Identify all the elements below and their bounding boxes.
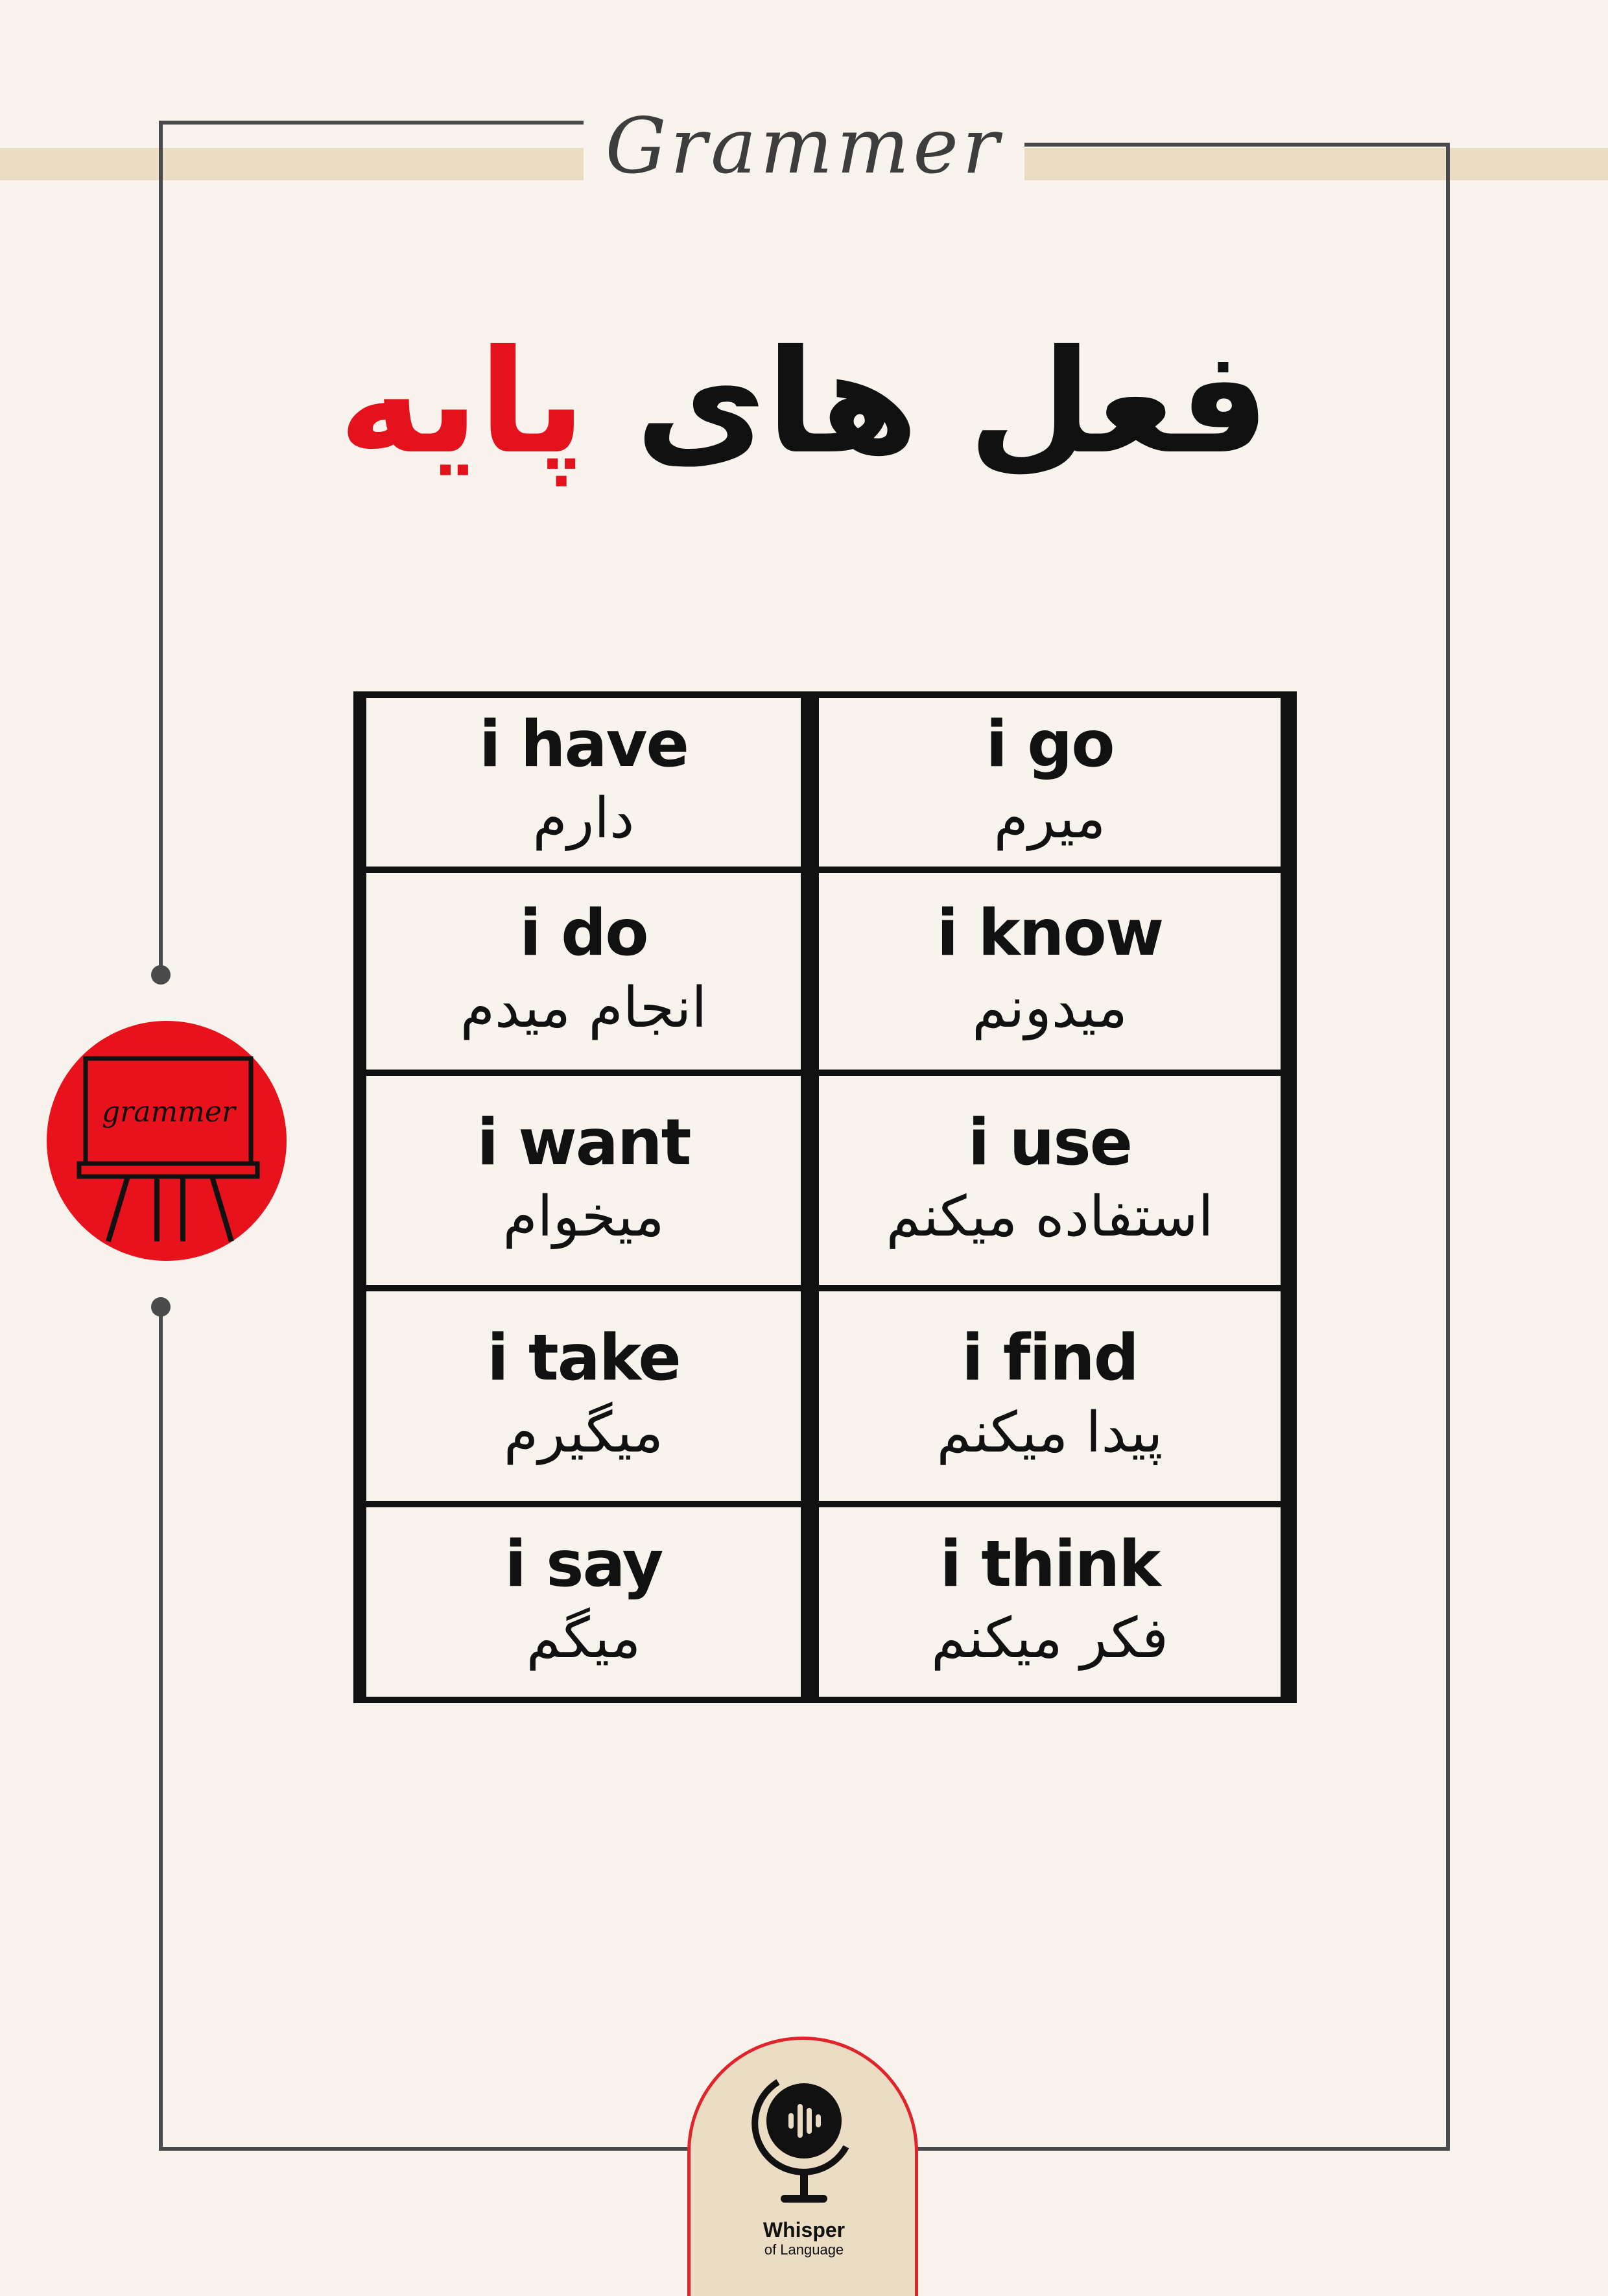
table-divider-row-2: [353, 1070, 1297, 1076]
table-border-top: [353, 691, 1297, 698]
verb-cell-do: [366, 873, 801, 1070]
verb-fa: میرم: [993, 786, 1106, 852]
verb-en: i know: [936, 896, 1163, 971]
table-divider-vertical: [801, 691, 819, 1703]
table-divider-row-1: [353, 867, 1297, 873]
table-divider-row-3: [353, 1285, 1297, 1291]
frame-dot-upper: [151, 965, 171, 985]
verb-cell-know: [819, 873, 1281, 1070]
main-title-red: پایه: [338, 319, 586, 485]
verbs-table: [353, 691, 1297, 1703]
verb-en: i think: [940, 1527, 1160, 1601]
grammer-badge: [47, 1021, 287, 1261]
verb-fa: پیدا میکنم: [936, 1400, 1163, 1465]
verb-cell-think: [819, 1507, 1281, 1697]
logo-name: Whisper: [763, 2218, 845, 2242]
table-border-bottom: [353, 1697, 1297, 1703]
verb-cell-use: [819, 1076, 1281, 1285]
verb-fa: استفاده میکنم: [886, 1184, 1214, 1250]
main-title: [259, 305, 1349, 499]
frame-left-lower-line: [159, 1308, 163, 2151]
verb-fa: دارم: [532, 786, 635, 852]
table-border-left: [353, 691, 366, 1703]
verb-cell-have: [366, 698, 801, 867]
main-title-black: فعل های: [635, 319, 1270, 485]
header-title: Grammer: [584, 97, 1024, 195]
frame-bottom-left-line: [159, 2147, 691, 2151]
frame-left-upper-line: [159, 121, 163, 974]
frame-top-right-line: [1018, 143, 1450, 147]
verb-cell-want: [366, 1076, 801, 1285]
verb-en: i take: [487, 1321, 680, 1396]
verb-cell-take: [366, 1291, 801, 1501]
verb-en: i use: [967, 1105, 1132, 1180]
verb-en: i want: [477, 1105, 691, 1180]
easel-icon: [47, 1021, 287, 1261]
verb-en: i say: [504, 1527, 663, 1601]
verb-fa: میدونم: [972, 975, 1128, 1040]
verb-en: i do: [519, 896, 648, 971]
frame-right-line: [1446, 143, 1450, 2151]
badge-label: grammer: [102, 1095, 235, 1129]
frame-dot-lower: [151, 1297, 171, 1317]
verb-cell-find: [819, 1291, 1281, 1501]
verb-fa: میگم: [526, 1606, 641, 1671]
verb-fa: فکر میکنم: [930, 1606, 1169, 1671]
frame-top-left-line: [159, 121, 587, 125]
verb-fa: میگیرم: [503, 1400, 664, 1465]
verb-cell-say: [366, 1507, 801, 1697]
table-divider-row-4: [353, 1501, 1297, 1507]
verb-en: i have: [479, 707, 688, 782]
verb-en: i go: [986, 707, 1114, 782]
logo-text: [707, 2218, 901, 2258]
verb-cell-go: [819, 698, 1281, 867]
globe-soundwave-icon: [739, 2056, 869, 2218]
logo-subtitle: of Language: [764, 2242, 844, 2258]
verb-en: i find: [962, 1321, 1138, 1396]
verb-fa: میخوام: [503, 1184, 665, 1250]
frame-bottom-right-line: [916, 2147, 1450, 2151]
table-border-right: [1281, 691, 1297, 1703]
verb-fa: انجام میدم: [460, 975, 707, 1040]
